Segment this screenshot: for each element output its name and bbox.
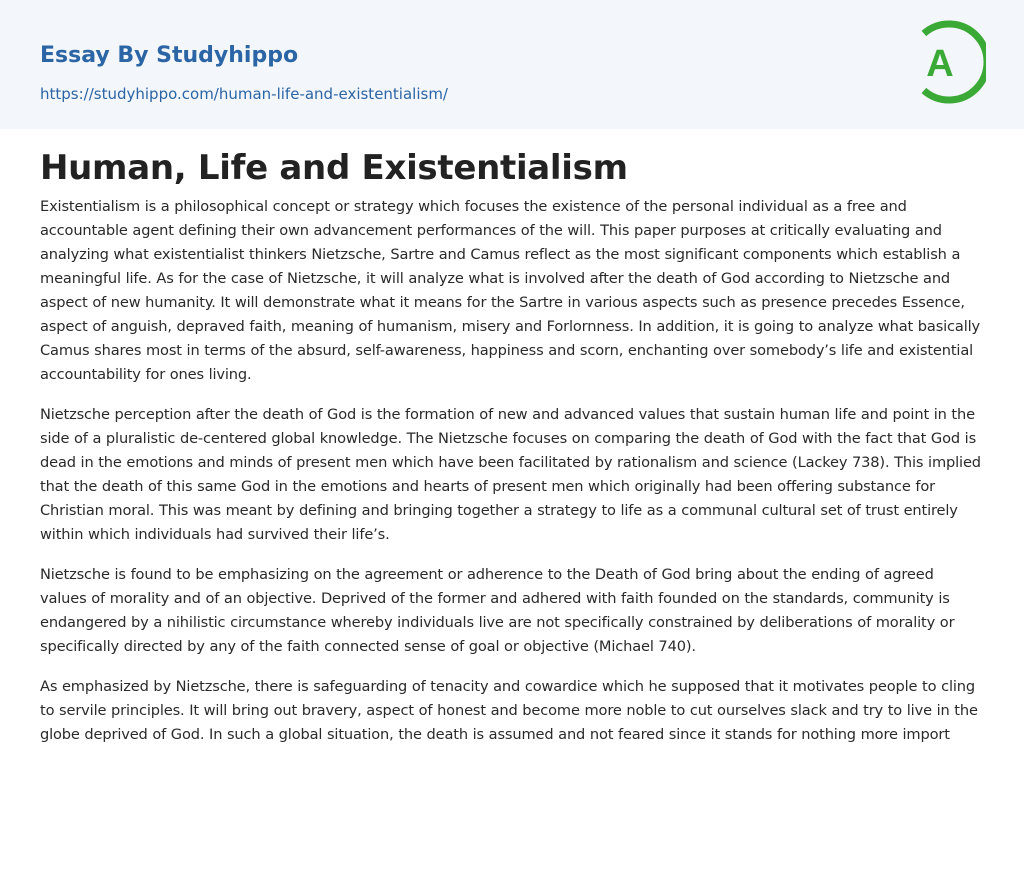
- essay-paragraph: As emphasized by Nietzsche, there is safeguarding of tenacity and cowardice which he supposed that it motivates people to cling to servile principles. It will bring out bravery, aspect of honest and become more noble to cut ourselves slack and try to live in the globe deprived of God. In such a global situation, the death is assumed and not feared since it stands for nothing more import: [40, 678, 978, 743]
- essay-content: [40, 146, 984, 763]
- page-title: Human, Life and Existentialism: [40, 148, 628, 188]
- logo-svg: [912, 19, 986, 105]
- site-title: Essay By Studyhippo: [40, 43, 299, 68]
- essay-paragraph: Existentialism is a philosophical concept or strategy which focuses the existence of the personal individual as a free and accountable agent defining their own advancement performances of the will. This paper purposes at critically evaluating and analyzing what existentialist thinkers Nietzsche, Sartre and Camus reflect as the most significant components which establish a meaningful life. As for the case of Nietzsche, it will analyze what is involved after the death of God according to Nietzsche and aspect of new humanity. It will demonstrate what it means for the Sartre in various aspects such as presence precedes Essence, aspect of anguish, depraved faith, meaning of humanism, misery and Forlornness. In addition, it is going to analyze what basically Camus shares most in terms of the absurd, self-awareness, happiness and scorn, enchanting over somebody’s life and existential accountability for ones living.: [40, 198, 981, 383]
- essay-paragraph: Nietzsche perception after the death of God is the formation of new and advanced values that sustain human life and point in the side of a pluralistic de-centered global knowledge. The Nietzsche focuses on comparing the death of God with the fact that God is dead in the emotions and minds of present men which have been facilitated by rationalism and science (Lackey 738). This implied that the death of this same God in the emotions and hearts of present men which originally had been offering substance for Christian moral. This was meant by defining and bringing together a strategy to life as a communal cultural set of trust entirely within which individuals had survived their life’s.: [40, 406, 981, 543]
- brand-logo-icon[interactable]: [912, 19, 986, 105]
- essay-paragraph: Nietzsche is found to be emphasizing on the agreement or adherence to the Death of God bring about the ending of agreed values of morality and of an objective. Deprived of the former and adhered with faith founded on the standards, community is endangered by a nihilistic circumstance whereby individuals live are not specifically constrained by deliberations of morality or specifically directed by any of the faith connected sense of goal or objective (Michael 740).: [40, 566, 955, 655]
- logo-letter: A: [926, 43, 954, 85]
- essay-url-link[interactable]: https://studyhippo.com/human-life-and-existentialism/: [40, 85, 448, 103]
- site-header: [0, 0, 1024, 129]
